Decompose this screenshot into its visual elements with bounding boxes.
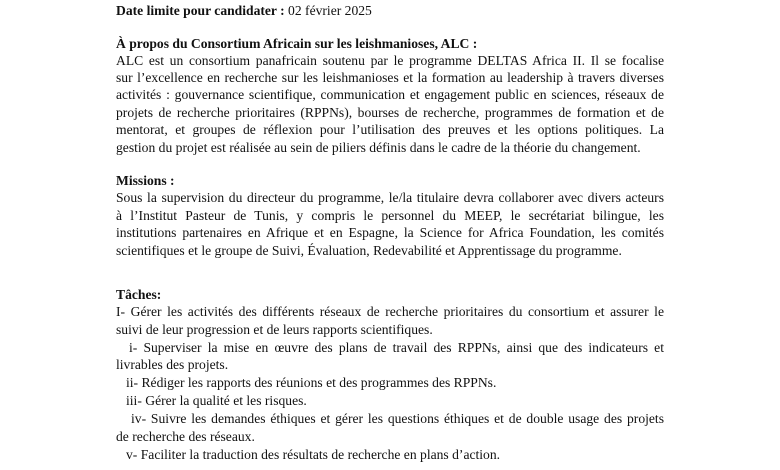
task-item: iii- Gérer la qualité et les risques. (126, 393, 307, 408)
deadline-value: 02 février 2025 (284, 3, 372, 18)
task-item: ii- Rédiger les rapports des réunions et des programmes des RPPNs. (126, 375, 497, 390)
missions-line: Sous la supervision du directeur du programme, le/la titulaire devra collaborer avec divers acteurs (116, 190, 664, 205)
task-item: iv- Suivre les demandes éthiques et gérer les questions éthiques et de double usage des projets (131, 411, 664, 426)
missions-line: à l’Institut Pasteur de Tunis, y compris le personnel du MEEP, le secrétariat bilingue, les (116, 208, 664, 223)
about-line: gestion du projet est réalisée au sein de piliers définis dans le cadre de la théorie du changement. (116, 140, 641, 155)
deadline-label: Date limite pour candidater : (116, 3, 285, 18)
tasks-heading: Tâches: (116, 287, 162, 302)
about-line: projets de recherche prioritaires (RPPNs), bourses de recherche, programmes de formation et de (116, 105, 664, 120)
about-line: mentorat, et groupes de réflexion pour l’utilisation des preuves et les options politiques. La (116, 122, 664, 137)
task-item: suivi de leur progression et de leurs rapports scientifiques. (116, 322, 433, 337)
about-heading: À propos du Consortium Africain sur les leishmanioses, ALC : (116, 36, 478, 51)
task-item: livrables des projets. (116, 357, 229, 372)
task-item: I- Gérer les activités des différents réseaux de recherche prioritaires du consortium et assurer le (116, 304, 664, 319)
about-line: sur l’excellence en recherche sur les leishmanioses et la formation au leadership à travers diverses (116, 70, 664, 85)
task-item: v- Faciliter la traduction des résultats de recherche en plans d’action. (126, 447, 501, 462)
deadline-line (116, 2, 372, 19)
missions-line: institutions partenaires en Afrique et en Espagne, la Science for Africa Foundation, les comités (116, 225, 664, 240)
missions-heading: Missions : (116, 173, 175, 188)
about-line: activités : gouvernance scientifique, communication et engagement public en sciences, réseaux de (116, 87, 664, 102)
missions-line: scientifiques et le groupe de Suivi, Évaluation, Redevabilité et Apprentissage du programme. (116, 243, 622, 258)
task-item: de recherche des réseaux. (116, 429, 255, 444)
about-line: ALC est un consortium panafricain soutenu par le programme DELTAS Africa II. Il se focalise (116, 53, 664, 68)
task-item: i- Superviser la mise en œuvre des plans de travail des RPPNs, ainsi que des indicateurs et (129, 340, 664, 355)
